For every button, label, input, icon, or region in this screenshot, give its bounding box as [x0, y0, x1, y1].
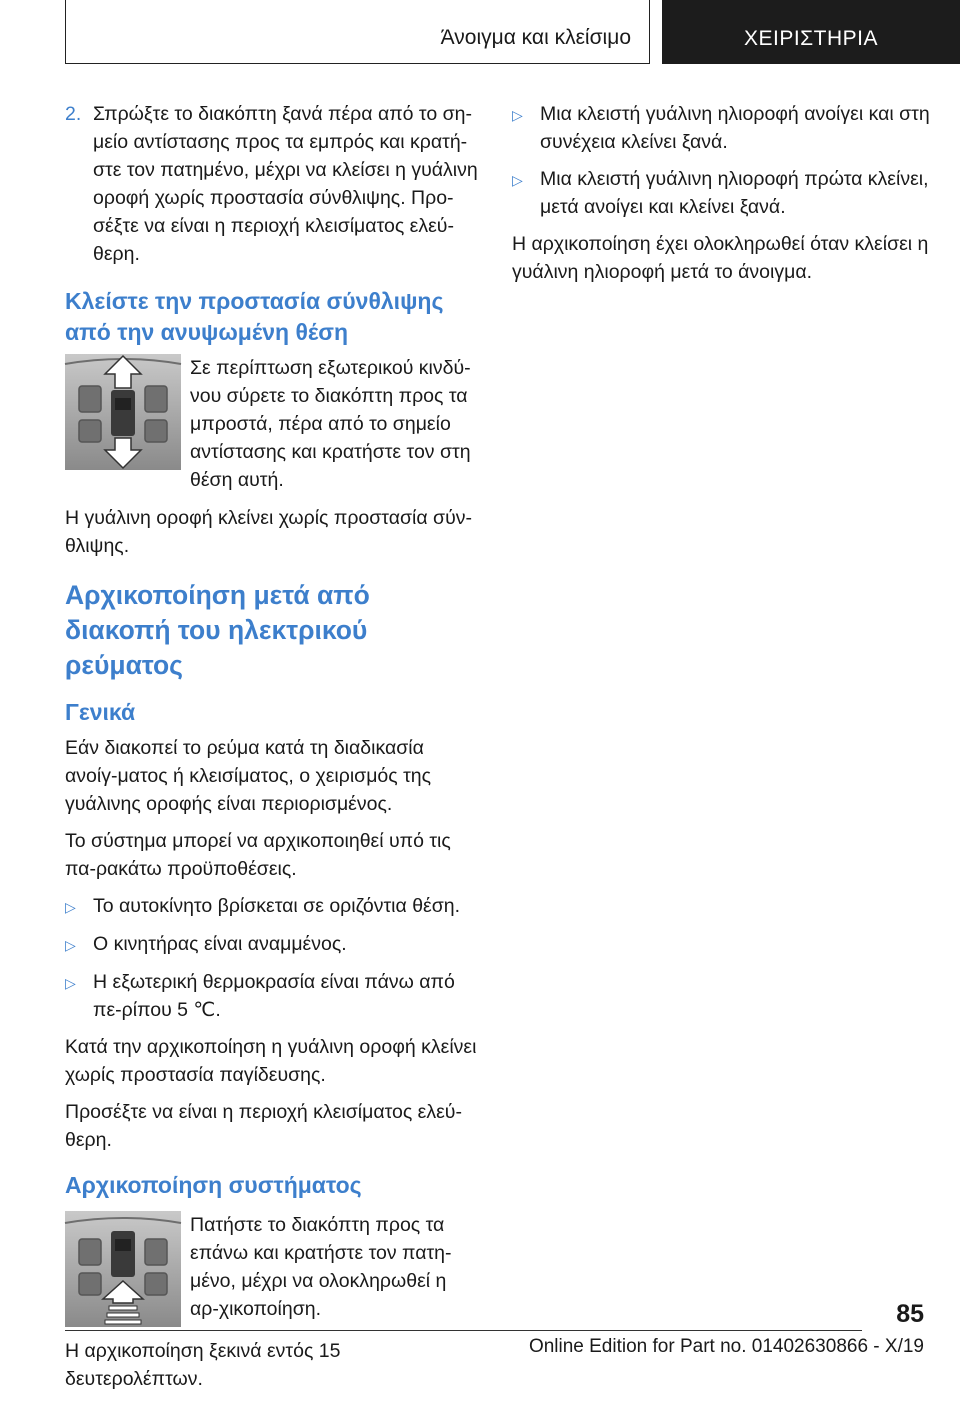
result-item	[512, 165, 930, 221]
condition-item	[65, 930, 479, 959]
final-text: Η αρχικοποίηση έχει ολοκληρωθεί όταν κλείσει η γυάλινη ηλιοροφή μετά το άνοιγμα.	[512, 233, 929, 283]
header-section-title: Άνοιγμα και κλείσιμο	[440, 26, 631, 49]
switch-slide-forward-illustration	[65, 354, 181, 470]
result-text: Μια κλειστή γυάλινη ηλιοροφή ανοίγει και στη συνέχεια κλείνει ξανά.	[540, 103, 930, 153]
page-header	[0, 0, 960, 66]
figure-row-system	[65, 1211, 479, 1327]
condition-text: Το αυτοκίνητο βρίσκεται σε οριζόντια θέση.	[93, 895, 461, 917]
close-after-text: Η γυάλινη οροφή κλείνει χωρίς προστασία σύν-θλιψης.	[65, 507, 472, 557]
footer-divider	[65, 1330, 862, 1331]
triangle-right-icon: ▷	[65, 899, 76, 915]
condition-text: Η εξωτερική θερμοκρασία είναι πάνω από πε-ρίπου 5 ℃.	[93, 971, 455, 1021]
condition-text: Ο κινητήρας είναι αναμμένος.	[93, 933, 347, 955]
left-column	[65, 100, 479, 1402]
figure-row-close	[65, 354, 479, 494]
figure-text-close: Σε περίπτωση εξωτερικού κινδύ-νου σύρετε το διακόπτη προς τα μπροστά, πέρα από το σημείο αντίστασης και κρατήστε τον στη θέση αυτή.	[190, 357, 471, 491]
figure-text-system: Πατήστε το διακόπτη προς τα επάνω και κρατήστε τον πατη-μένο, μέχρι να ολοκληρωθεί η αρ-χικοποίηση.	[190, 1214, 452, 1320]
general-paragraph-2: Το σύστημα μπορεί να αρχικοποιηθεί υπό τις πα-ρακάτω προϋποθέσεις.	[65, 830, 451, 880]
general-paragraph-3: Κατά την αρχικοποίηση η γυάλινη οροφή κλείνει χωρίς προστασία παγίδευσης.	[65, 1036, 477, 1086]
header-chapter-title: ΧΕΙΡΙΣΤΗΡΙΑ	[743, 27, 878, 50]
general-paragraph-1: Εάν διακοπεί το ρεύμα κατά τη διαδικασία ανοίγ-ματος ή κλεισίματος, ο χειρισμός της γυάλινης οροφής είναι περιορισμένος.	[65, 737, 432, 815]
system-after-text: Η αρχικοποίηση ξεκινά εντός 15 δευτερολέπτων.	[65, 1340, 341, 1390]
switch-press-up-illustration	[65, 1211, 181, 1327]
step-number: 2.	[65, 103, 82, 125]
heading-general: Γενικά	[65, 699, 136, 725]
heading-close-protection: Κλείστε την προστασία σύνθλιψης από την ανυψωμένη θέση	[65, 288, 444, 345]
step-item	[65, 100, 479, 268]
page-number: 85	[896, 1300, 924, 1328]
result-item	[512, 100, 930, 156]
condition-item	[65, 968, 479, 1024]
condition-item	[65, 892, 479, 921]
header-chapter-tab	[662, 0, 960, 64]
footer-edition: Online Edition for Part no. 01402630866 - X/19	[528, 1336, 924, 1357]
triangle-right-icon: ▷	[512, 172, 523, 188]
right-column	[512, 100, 930, 295]
triangle-right-icon: ▷	[65, 937, 76, 953]
step-text: Σπρώξτε το διακόπτη ξανά πέρα από το ση-μείο αντίστασης προς τα εμπρός και κρατή-στε τον πατημένο, μέχρι να κλείσει η γυάλινη οροφή χωρίς προστασία σύνθλιψης. Προ-σέξτε να είναι η περιοχή κλεισίματος ελεύ-θερη.	[93, 103, 478, 265]
triangle-right-icon: ▷	[65, 975, 76, 991]
triangle-right-icon: ▷	[512, 107, 523, 123]
header-section-box	[65, 0, 650, 64]
heading-initialization: Αρχικοποίηση μετά από διακοπή του ηλεκτρικού ρεύματος	[65, 580, 370, 680]
heading-system-initialization: Αρχικοποίηση συστήματος	[65, 1172, 362, 1198]
result-text: Μια κλειστή γυάλινη ηλιοροφή πρώτα κλείνει, μετά ανοίγει και κλείνει ξανά.	[540, 168, 929, 218]
general-paragraph-4: Προσέξτε να είναι η περιοχή κλεισίματος ελεύ-θερη.	[65, 1101, 462, 1151]
